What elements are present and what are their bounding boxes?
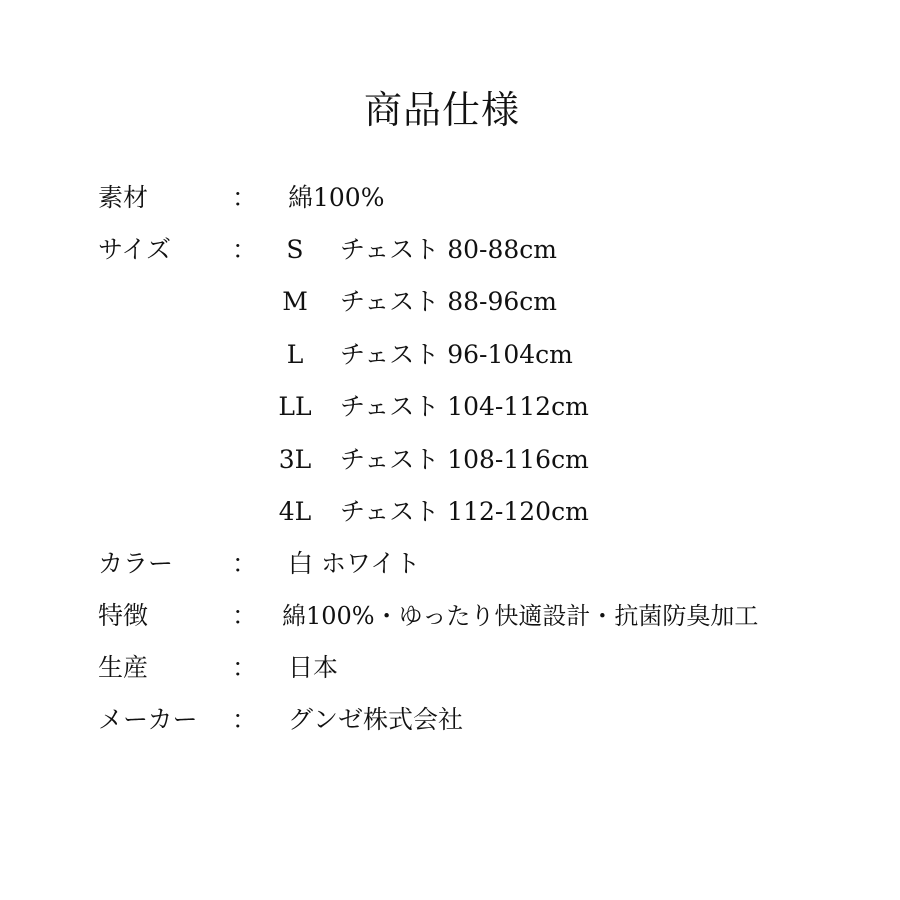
size-name: M xyxy=(282,287,308,316)
spec-row-origin xyxy=(0,648,900,688)
size-row xyxy=(0,282,900,322)
colon: ： xyxy=(232,601,258,630)
spec-row-maker xyxy=(0,700,900,740)
size-name: LL xyxy=(278,392,312,421)
page-title: 商品仕様 xyxy=(363,88,520,132)
size-row xyxy=(0,335,900,375)
maker-value: グンゼ株式会社 xyxy=(288,705,464,734)
spec-row-color xyxy=(0,544,900,584)
size-name: 3L xyxy=(278,445,312,474)
size-chest: チェスト 112-120cm xyxy=(340,497,589,526)
size-row xyxy=(0,387,900,427)
size-chest: チェスト 96-104cm xyxy=(340,340,573,369)
colon: ： xyxy=(232,183,258,212)
features-label: 特徴 xyxy=(98,601,149,630)
colon: ： xyxy=(232,705,258,734)
colon: ： xyxy=(232,549,258,578)
features-value: 綿100%・ゆったり快適設計・抗菌防臭加工 xyxy=(282,602,759,630)
spec-row-features xyxy=(0,596,900,636)
size-row xyxy=(0,440,900,480)
material-label: 素材 xyxy=(98,183,149,212)
spec-row-material xyxy=(0,178,900,218)
colon: ： xyxy=(232,653,258,682)
colon: ： xyxy=(232,235,258,264)
size-chest: チェスト 80-88cm xyxy=(340,235,557,264)
maker-label: メーカー xyxy=(98,705,198,734)
size-chest: チェスト 88-96cm xyxy=(340,287,557,316)
origin-label: 生産 xyxy=(98,653,149,682)
color-label: カラー xyxy=(98,549,174,578)
size-chest: チェスト 108-116cm xyxy=(340,445,589,474)
spec-row-size xyxy=(0,230,900,270)
size-label: サイズ xyxy=(98,235,172,264)
size-name: S xyxy=(286,235,304,264)
size-name: 4L xyxy=(278,497,312,526)
size-chest: チェスト 104-112cm xyxy=(340,392,589,421)
size-name: L xyxy=(286,340,304,369)
color-value: 白 ホワイト xyxy=(288,549,421,578)
origin-value: 日本 xyxy=(288,653,339,682)
size-row xyxy=(0,492,900,532)
material-value: 綿100% xyxy=(288,183,385,212)
